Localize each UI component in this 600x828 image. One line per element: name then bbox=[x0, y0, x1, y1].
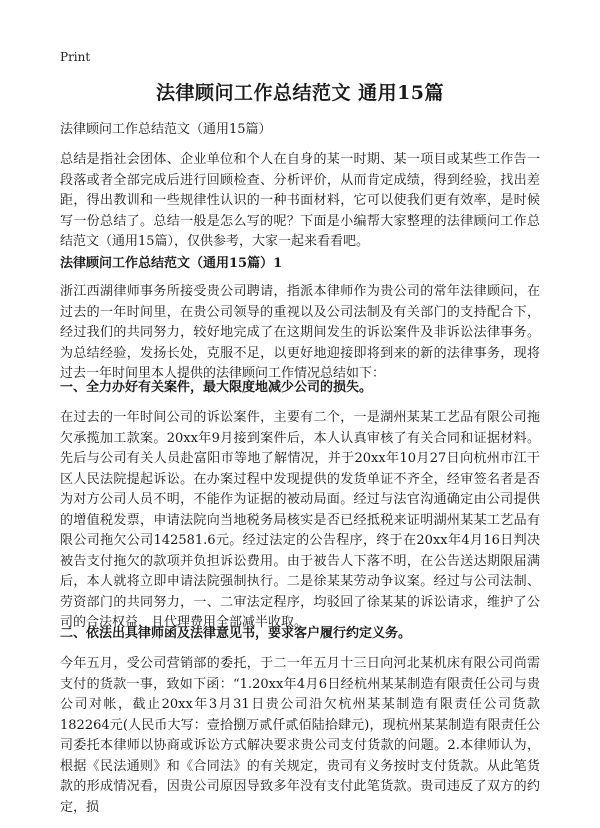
document-title: 法律顾问工作总结范文 通用15篇 bbox=[155, 82, 445, 104]
document-subtitle: 法律顾问工作总结范文（通用15篇） bbox=[60, 122, 272, 137]
heading-2: 二、依法出具律师函及法律意见书，要求客户履行约定义务。 bbox=[60, 626, 412, 641]
heading-1: 一、全力办好有关案件，最大限度地减少公司的损失。 bbox=[60, 380, 373, 395]
paragraph-2: 今年五月，受公司营销部的委托，于二一年五月十三日向河北某机床有限公司尚需支付的货款一事，致如下函：“1.20xx年4月6日经杭州某某制造有限责任公司与贵公司对帐，截止20xx年3月31日贵公司沿欠杭州某某制造有限责任公司货款182264元(人民币大写：壹拾捌万贰仟贰佰陆拾肆元)，现杭州某某制造有限责任公司委托本律师以协商或诉讼方式解决要求贵公司支付货款的问题。2.本律师认为，根据《民法通则》和《合同法》的有关规定，贵司有义务按时支付货款。从此笔货款的形成情况看，因贵公司原因导致多年没有支付此笔货款。贵司违反了双方的约定，损 bbox=[60, 656, 540, 815]
print-label: Print bbox=[60, 50, 91, 64]
paragraph-1: 在过去的一年时间公司的诉讼案件，主要有二个，一是湖州某某工艺品有限公司拖欠承揽加工款案。20xx年9月接到案件后，本人认真审核了有关合同和证据材料。先后与公司有关人员赴富阳市等地了解情况，并于20xx年10月27日向杭州市江干区人民法院提起诉讼。在办案过程中发现提供的发货单证不齐全，经审签名者是否为对方公司人员不明，不能作为证据的被动局面。经过与法官沟通确定由公司提供的增值税发票，申请法院向当地税务局核实是否已经抵税来证明湖州某某工艺品有限公司拖欠公司142581.6元。经过法定的公告程序，终于在20xx年4月16日判决被告支付拖欠的款项并负担诉讼费用。由于被告人下落不明，在公告送达期限届满后，本人就将立即申请法院强制执行。二是徐某某劳动争议案。经过与公司法制、劳资部门的共同努力，一、二审法定程序，均驳回了徐某某的诉讼请求，维护了公司的合法权益，且代理费用全部减半收取。 bbox=[60, 410, 540, 630]
section-paragraph: 浙江西湖律师事务所接受贵公司聘请，指派本律师作为贵公司的常年法律顾问，在过去的一年时间里，在贵公司领导的重视以及公司法制及有关部门的支持配合下，经过我们的共同努力，较好地完成了在这期间发生的诉讼案件及非诉讼法律事务。为总结经验，发扬长处，克服不足，以更好地迎接即将到来的新的法律事务，现将过去一年时间里本人提供的法律顾问工作情况总结如下： bbox=[60, 284, 540, 381]
intro-paragraph: 总结是指社会团体、企业单位和个人在自身的某一时期、某一项目或某些工作告一段落或者全部完成后进行回顾检查、分析评价，从而肯定成绩，得到经验，找出差距，得出教训和一些规律性认识的一种书面材料，它可以使我们更有效率，是时候写一份总结了。总结一般是怎么写的呢？下面是小编帮大家整理的法律顾问工作总结范文（通用15篇），仅供参考，大家一起来看看吧。 bbox=[60, 152, 540, 249]
section-heading: 法律顾问工作总结范文（通用15篇）1 bbox=[60, 256, 283, 271]
